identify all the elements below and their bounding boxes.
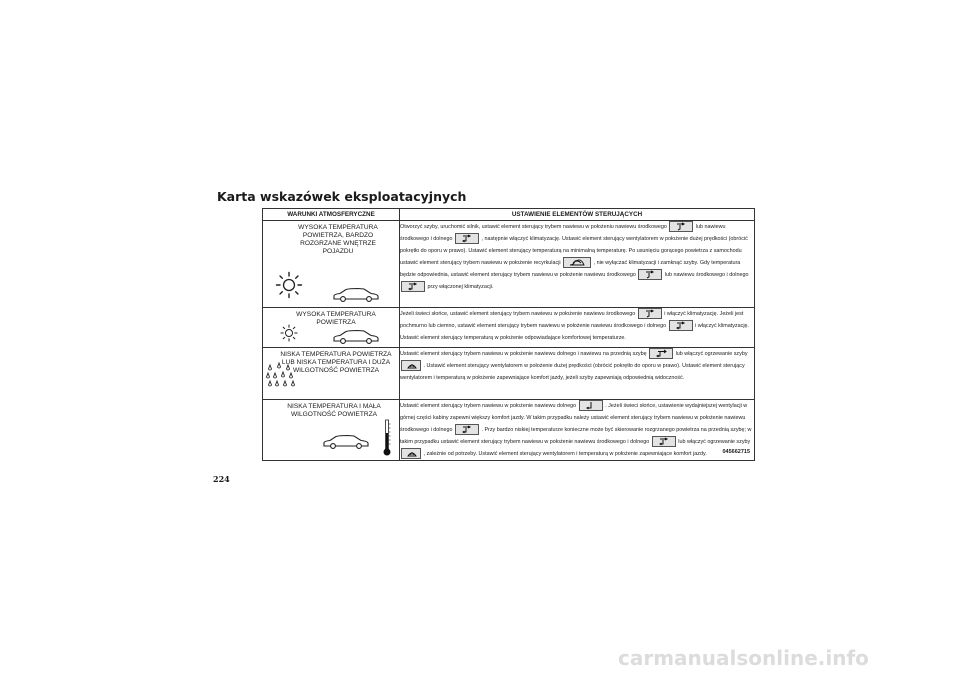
- setting-cell: Ustawić element sterujący trybem nawiewu w położenie nawiewu dolnego . Jeżeli świeci słońce, ustawienie wydajniejszej wentylacji w górnej części kabiny zapewni większy komfort jazdy. W takim przypadku należy ustawić element sterujący trybem nawiewu w położenie nawiewu środkowego i dolnego . Przy bardzo niskiej temperaturze konieczne może być skierowanie rozgrzanego powietrza na przednią szybę; w takim przypadku ustawić element sterujący trybem nawiewu w położenie nawiewu środkowego i dolnego lub włączyć ogrzewanie szyby , zależnie od potrzeby. Ustawić element sterujący wentylatorem i temperaturą w położenie zapewniające komfort jazdy. 045662715: [400, 400, 755, 461]
- car-icon: [321, 434, 371, 450]
- condition-cell: [263, 308, 400, 348]
- watermark: carmanualsonline.info: [618, 646, 869, 670]
- header-settings: USTAWIENIE ELEMENTÓW STERUJĄCYCH: [400, 209, 755, 221]
- condition-label: NISKA TEMPERATURA I MAŁA WILGOTNOŚĆ POWIETRZA: [287, 403, 381, 418]
- condition-cell: [263, 348, 400, 400]
- mode-bilevel-control: [455, 233, 479, 244]
- table-row: [263, 400, 755, 461]
- mode-bilevel-control: [669, 320, 693, 331]
- table-row: [263, 348, 755, 400]
- setting-cell: Jeżeli świeci słońce, ustawić element sterujący trybem nawiewu w położenie nawiewu środkowego i włączyć klimatyzację. Jeżeli jest pochmurno lub ciemno, ustawić element sterujący trybem nawiewu w położenie nawiewu środkowego i dolnego i włączyć klimatyzację. Ustawić element sterujący temperaturą w położenie odpowiadające komfortowej temperaturze.: [400, 308, 755, 348]
- condition-cell: [263, 221, 400, 308]
- mode-face-control: [638, 308, 662, 319]
- mode-floor-control: [579, 400, 603, 411]
- operating-tips-table: [262, 208, 755, 461]
- car-icon: [331, 329, 381, 345]
- recirculation-control: [563, 257, 591, 268]
- mode-mix-control: [649, 348, 673, 359]
- page-title: Karta wskazówek eksploatacyjnych: [217, 189, 467, 204]
- defrost-control: [401, 360, 421, 371]
- setting-cell: Otworzyć szyby, uruchomić silnik, ustawić element sterujący trybem nawiewu w położeniu nawiewu środkowego lub nawiewu środkowego i dolnego , następnie włączyć klimatyzację. Ustawić element sterujący wentylatorem w położenie dużej prędkości (obrócić pokrętło do oporu w prawo). Ustawić element sterujący temperaturą na minimalną temperaturę. Po usunięciu gorącego powietrza z samochodu ustawić element sterujący trybem nawiewu w położenie recyrkulacji , nie wyłączać klimatyzacji i zamknąć szyby. Gdy temperatura będzie odpowiednia, ustawić element sterujący trybem nawiewu w położenie nawiewu środkowego lub nawiewu środkowego i dolnego przy włączonej klimatyzacji.: [400, 221, 755, 308]
- mode-bilevel-control: [455, 424, 479, 435]
- header-conditions: WARUNKI ATMOSFERYCZNE: [263, 209, 400, 221]
- sun-icon: [275, 271, 303, 299]
- defrost-control: [401, 448, 421, 459]
- table-row: [263, 221, 755, 308]
- mode-face-control: [669, 221, 693, 232]
- sun-icon: [280, 324, 298, 342]
- table-header-row: [263, 209, 755, 221]
- raindrops-icon: [265, 362, 299, 394]
- condition-label: NISKA TEMPERATURA POWIETRZA LUB NISKA TEMPERATURA I DUŻA WILGOTNOŚĆ POWIETRZA: [280, 351, 392, 374]
- mode-bilevel-control: [652, 436, 676, 447]
- condition-cell: [263, 400, 400, 461]
- condition-label: WYSOKA TEMPERATURA POWIETRZA: [296, 311, 376, 326]
- condition-label: WYSOKA TEMPERATURA POWIETRZA, BARDZO ROZGRZANE WNĘTRZE POJAZDU: [298, 224, 378, 255]
- thermometer-icon: [383, 419, 391, 457]
- page-number: 224: [213, 474, 230, 484]
- mode-face-control: [638, 269, 662, 280]
- car-icon: [331, 287, 381, 303]
- setting-cell: Ustawić element sterujący trybem nawiewu w położenie nawiewu dolnego i nawiewu na przednią szybę lub włączyć ogrzewanie szyby . Ustawić element sterujący wentylatorem w położenie dużej prędkości (obrócić pokrętło do oporu w prawo). Ustawić element sterujący wentylatorem i temperaturą w położenie zapewniające komfort jazdy, jeżeli szyby zapewniają odpowiednią widoczność.: [400, 348, 755, 400]
- mode-bilevel-control: [401, 281, 425, 292]
- table-row: [263, 308, 755, 348]
- image-code: 045662715: [722, 449, 750, 455]
